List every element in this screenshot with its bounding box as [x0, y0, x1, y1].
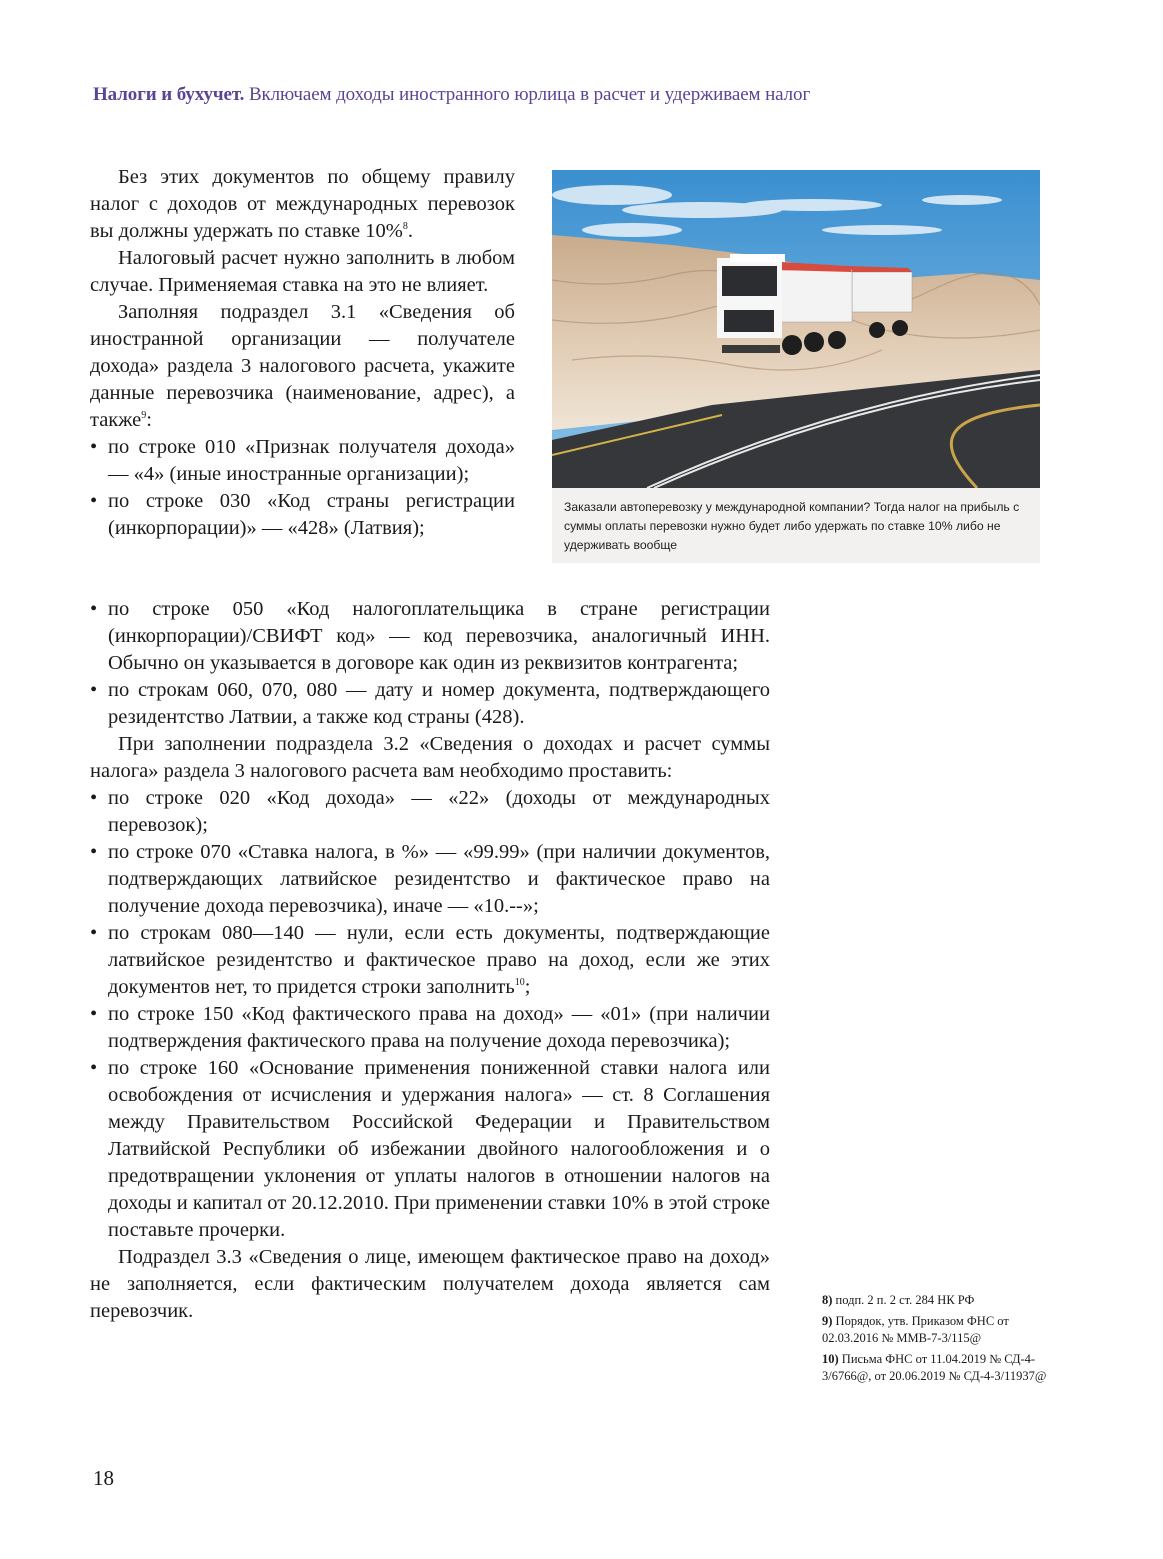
list-item: • по строке 160 «Основание применения пониженной ставки налога или освобождения от исчисления и удержания налога» — ст. 8 Соглашения между Правительством Российской Федерации и Правительством Латвийской Республики об избежании двойного налогообложения и о предотвращении уклонения от уплаты налогов в отношении налогов на доходы и капитал от 20.12.2010. При применении ставки 10% в этой строке поставьте прочерки. — [90, 1055, 770, 1244]
list-item: • по строке 050 «Код налогоплательщика в стране регистрации (инкорпорации)/СВИФТ код» — код перевозчика, аналогичный ИНН. Обычно он указывается в договоре как один из реквизитов контрагента; — [90, 596, 770, 677]
intro-column — [90, 164, 515, 542]
paragraph-2: Налоговый расчет нужно заполнить в любом случае. Применяемая ставка на это не влияет. — [90, 247, 515, 296]
header-section: Налоги и бухучет. — [93, 84, 245, 105]
paragraph-5: Подраздел 3.3 «Сведения о лице, имеющем фактическое право на доход» не заполняется, если фактическим получателем дохода является сам перевозчик. — [90, 1246, 770, 1322]
list-item: • по строке 020 «Код дохода» — «22» (доходы от международных перевозок); — [90, 785, 770, 839]
list-item: • по строкам 060, 070, 080 — дату и номер документа, подтверждающего резидентство Латвии, а также код страны (428). — [90, 677, 770, 731]
footnotes — [822, 1292, 1062, 1389]
paragraph-4: При заполнении подраздела 3.2 «Сведения о доходах и расчет суммы налога» раздела 3 налогового расчета вам необходимо проставить: — [90, 733, 770, 782]
figure-caption: Заказали автоперевозку у международной компании? Тогда налог на прибыль с суммы оплаты перевозки нужно будет либо удержать по ставке 10% либо не удерживать вообще — [564, 500, 1020, 552]
running-header — [93, 84, 810, 106]
page-number: 18 — [93, 1466, 114, 1490]
list-item: • по строке 150 «Код фактического права на доход» — «01» (при наличии подтверждения фактического права на получение дохода перевозчика); — [90, 1001, 770, 1055]
footnote-9: 9) Порядок, утв. Приказом ФНС от 02.03.2016 № ММВ-7-3/115@ — [822, 1313, 1009, 1345]
figure — [552, 170, 1040, 563]
footnote-8: 8) подп. 2 п. 2 ст. 284 НК РФ — [822, 1293, 975, 1307]
truck-on-desert-road-image — [552, 170, 1040, 488]
paragraph-3: Заполняя подраздел 3.1 «Сведения об иностранной организации — получателе дохода» раздела 3 налогового расчета, укажите данные перевозчика (наименование, адрес), а также$^9$: — [90, 301, 515, 431]
bullet-list-1-continued — [90, 596, 770, 731]
paragraph-1: Без этих документов по общему правилу налог с доходов от международных перевозок вы должны удержать по ставке 10%$^8$. — [90, 166, 515, 242]
footnote-ref-10[interactable]: 10 — [514, 977, 525, 989]
bullet-list-1 — [90, 434, 515, 542]
truck-photo — [552, 170, 1040, 488]
list-item: • по строке 070 «Ставка налога, в %» — «99.99» (при наличии документов, подтверждающих латвийское резидентство и фактическое право на получение дохода перевозчика), иначе — «10.--»; — [90, 839, 770, 920]
main-column — [90, 596, 770, 1325]
list-item: • по строке 010 «Признак получателя дохода» — «4» (иные иностранные организации); — [90, 434, 515, 488]
list-item: • по строкам 080—140 — нули, если есть документы, подтверждающие латвийское резидентство и фактическое право на доход, если же этих документов нет, то придется строки заполнить$^{10}$; — [90, 920, 770, 1001]
footnote-ref-9[interactable]: 9 — [141, 410, 147, 422]
header-title: Включаем доходы иностранного юрлица в расчет и удерживаем налог — [248, 84, 811, 105]
list-item: • по строке 030 «Код страны регистрации (инкорпорации)» — «428» (Латвия); — [90, 488, 515, 542]
bullet-list-2 — [90, 785, 770, 1244]
footnote-10: 10) Письма ФНС от 11.04.2019 № СД-4-3/6766@, от 20.06.2019 № СД-4-3/11937@ — [822, 1351, 1047, 1383]
footnote-ref-8[interactable]: 8 — [402, 221, 408, 233]
